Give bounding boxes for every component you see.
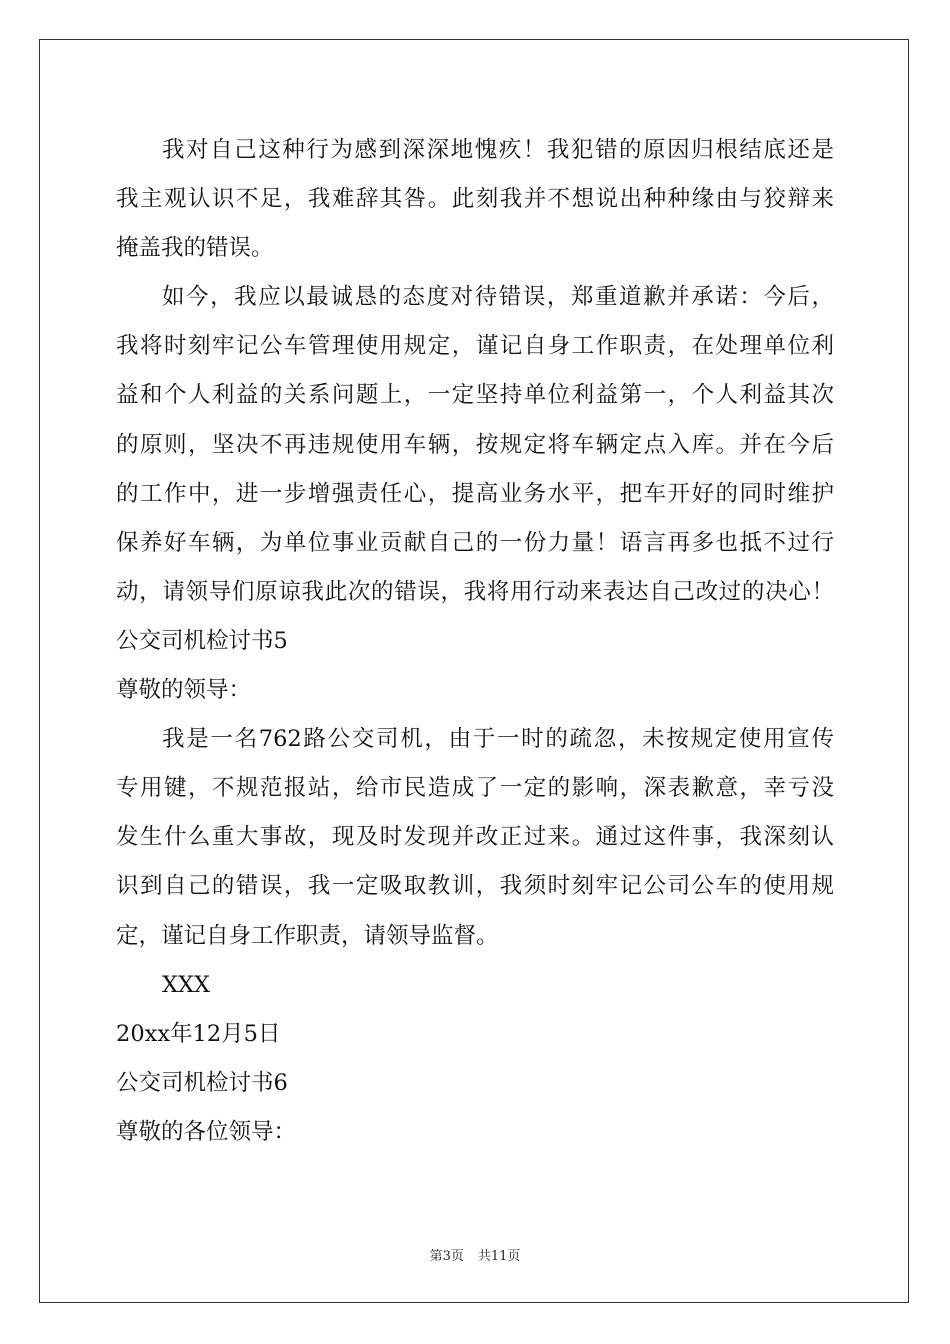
signature-name: XXX (162, 971, 211, 998)
paragraph-line: 我对自己这种行为感到深深地愧疚！我犯错的原因归根结底还是 (162, 137, 834, 163)
page-footer (0, 1248, 950, 1266)
paragraph-line: 专用键，不规范报站，给市民造成了一定的影响，深表歉意，幸亏没 (116, 775, 834, 802)
signature-date: 20xx年12月5日 (116, 1020, 281, 1047)
paragraph-line: 识到自己的错误，我一定吸取教训，我须时刻牢记公司公车的使用规 (116, 873, 834, 900)
section-heading: 公交司机检讨书6 (116, 1069, 288, 1096)
salutation: 尊敬的各位领导： (116, 1118, 297, 1145)
document-body (116, 126, 834, 1157)
paragraph-line: 的工作中，进一步增强责任心，提高业务水平，把车开好的同时维护 (116, 480, 834, 507)
paragraph-line: 动，请领导们原谅我此次的错误，我将用行动来表达自己改过的决心！ (116, 578, 834, 605)
page-number: 第3页 (429, 1249, 464, 1264)
paragraph-line: 掩盖我的错误。 (116, 235, 274, 262)
paragraph-line: 我将时刻牢记公车管理使用规定，谨记自身工作职责，在处理单位利 (116, 333, 834, 360)
paragraph-line: 我主观认识不足，我难辞其咎。此刻我并不想说出种种缘由与狡辩来 (116, 186, 834, 213)
paragraph-line: 益和个人利益的关系问题上，一定坚持单位利益第一，个人利益其次 (116, 382, 834, 409)
paragraph-line: 的原则，坚决不再违规使用车辆，按规定将车辆定点入库。并在今后 (116, 431, 834, 458)
paragraph-line: 定，谨记自身工作职责，请领导监督。 (116, 922, 499, 949)
paragraph-line: 发生什么重大事故，现及时发现并改正过来。通过这件事，我深刻认 (116, 824, 834, 851)
paragraph-line: 保养好车辆，为单位事业贡献自己的一份力量！语言再多也抵不过行 (116, 529, 834, 556)
salutation: 尊敬的领导： (116, 677, 252, 704)
paragraph-line: 如今，我应以最诚恳的态度对待错误，郑重道歉并承诺：今后， (162, 284, 834, 311)
page-total: 共11页 (477, 1249, 521, 1264)
paragraph-line: 我是一名762路公交司机，由于一时的疏忽，未按规定使用宣传 (162, 726, 834, 753)
section-heading: 公交司机检讨书5 (116, 627, 288, 654)
